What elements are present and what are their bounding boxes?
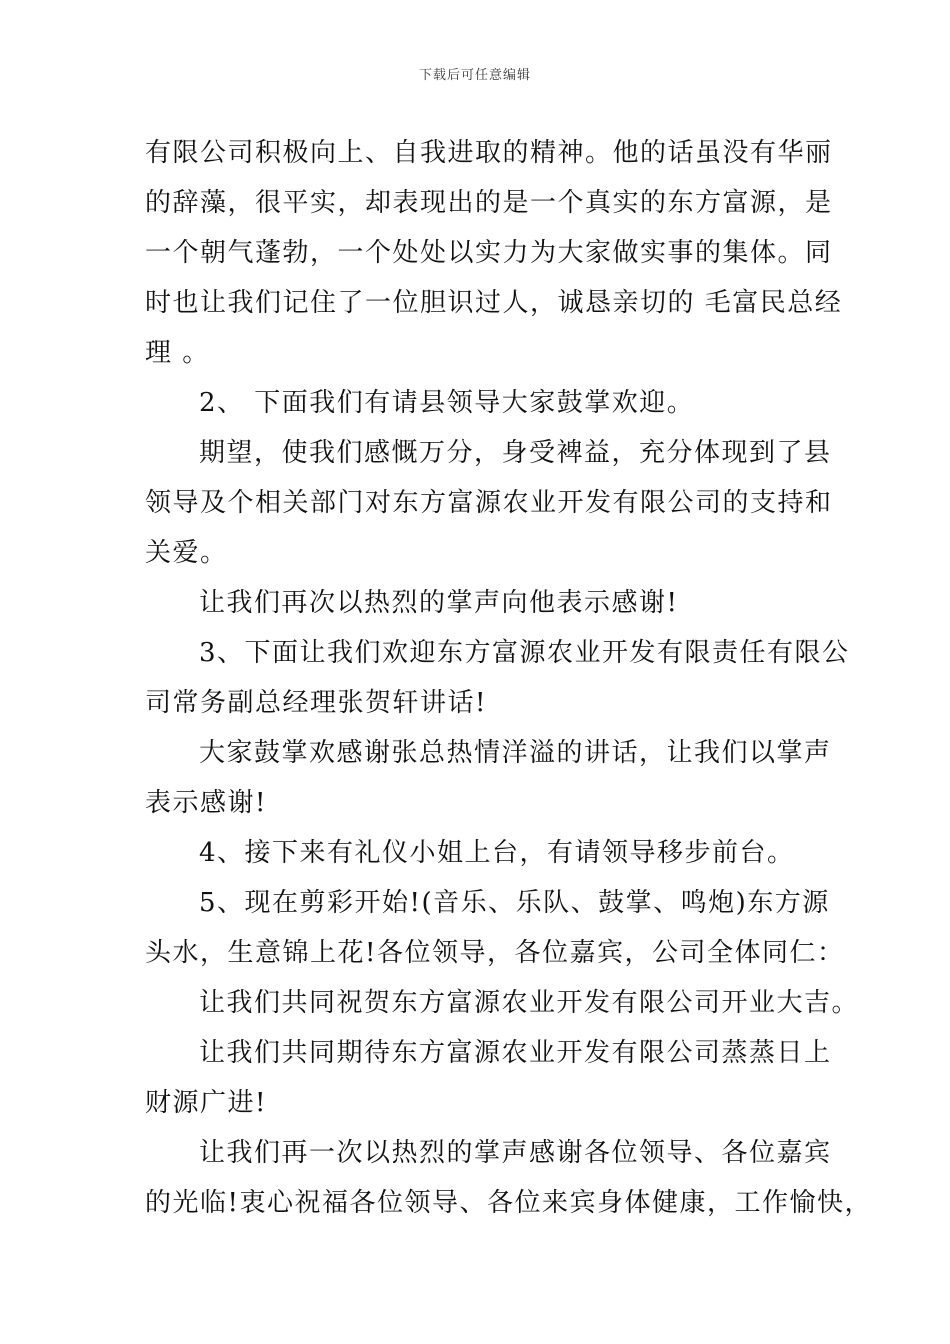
text-line: 关爱。 [145,538,228,568]
text-line: 时也让我们记住了一位胆识过人，诚恳亲切的 毛富民总经 [145,288,843,318]
text-line: 表示感谢! [145,788,267,818]
text-line: 头水，生意锦上花!各位领导，各位嘉宾，公司全体同仁： [145,938,845,968]
text-line: 的光临!衷心祝福各位领导、各位来宾身体健康，工作愉快， [145,1188,872,1218]
text-line: 让我们共同祝贺东方富源农业开发有限公司开业大吉。 [199,988,860,1018]
text-line: 期望，使我们感慨万分，身受裨益，充分体现到了县 [199,438,832,468]
text-line: 让我们共同期待东方富源农业开发有限公司蒸蒸日上 [199,1038,832,1068]
text-line: 的辞藻，很平实，却表现出的是一个真实的东方富源，是 [145,188,833,218]
text-line: 领导及个相关部门对东方富源农业开发有限公司的支持和 [145,488,833,518]
text-line: 2、 下面我们有请县领导大家鼓掌欢迎。 [199,388,695,418]
text-line: 5、现在剪彩开始!(音乐、乐队、鼓掌、鸣炮)东方源 [199,888,830,918]
text-line: 3、下面让我们欢迎东方富源农业开发有限责任有限公 [199,638,850,668]
text-line: 财源广进! [145,1088,267,1118]
text-line: 4、接下来有礼仪小姐上台，有请领导移步前台。 [199,838,795,868]
text-line: 司常务副总经理张贺轩讲话! [145,688,487,718]
text-line: 理 。 [145,338,210,368]
text-line: 让我们再次以热烈的掌声向他表示感谢! [199,588,679,618]
page-header: 下载后可任意编辑 [418,68,531,83]
text-line: 让我们再一次以热烈的掌声感谢各位领导、各位嘉宾 [199,1138,832,1168]
document-body [145,128,872,1228]
text-line: 一个朝气蓬勃，一个处处以实力为大家做实事的集体。同 [145,238,833,268]
text-line: 有限公司积极向上、自我进取的精神。他的话虽没有华丽 [145,138,833,168]
text-line: 大家鼓掌欢感谢张总热情洋溢的讲话，让我们以掌声 [199,738,832,768]
